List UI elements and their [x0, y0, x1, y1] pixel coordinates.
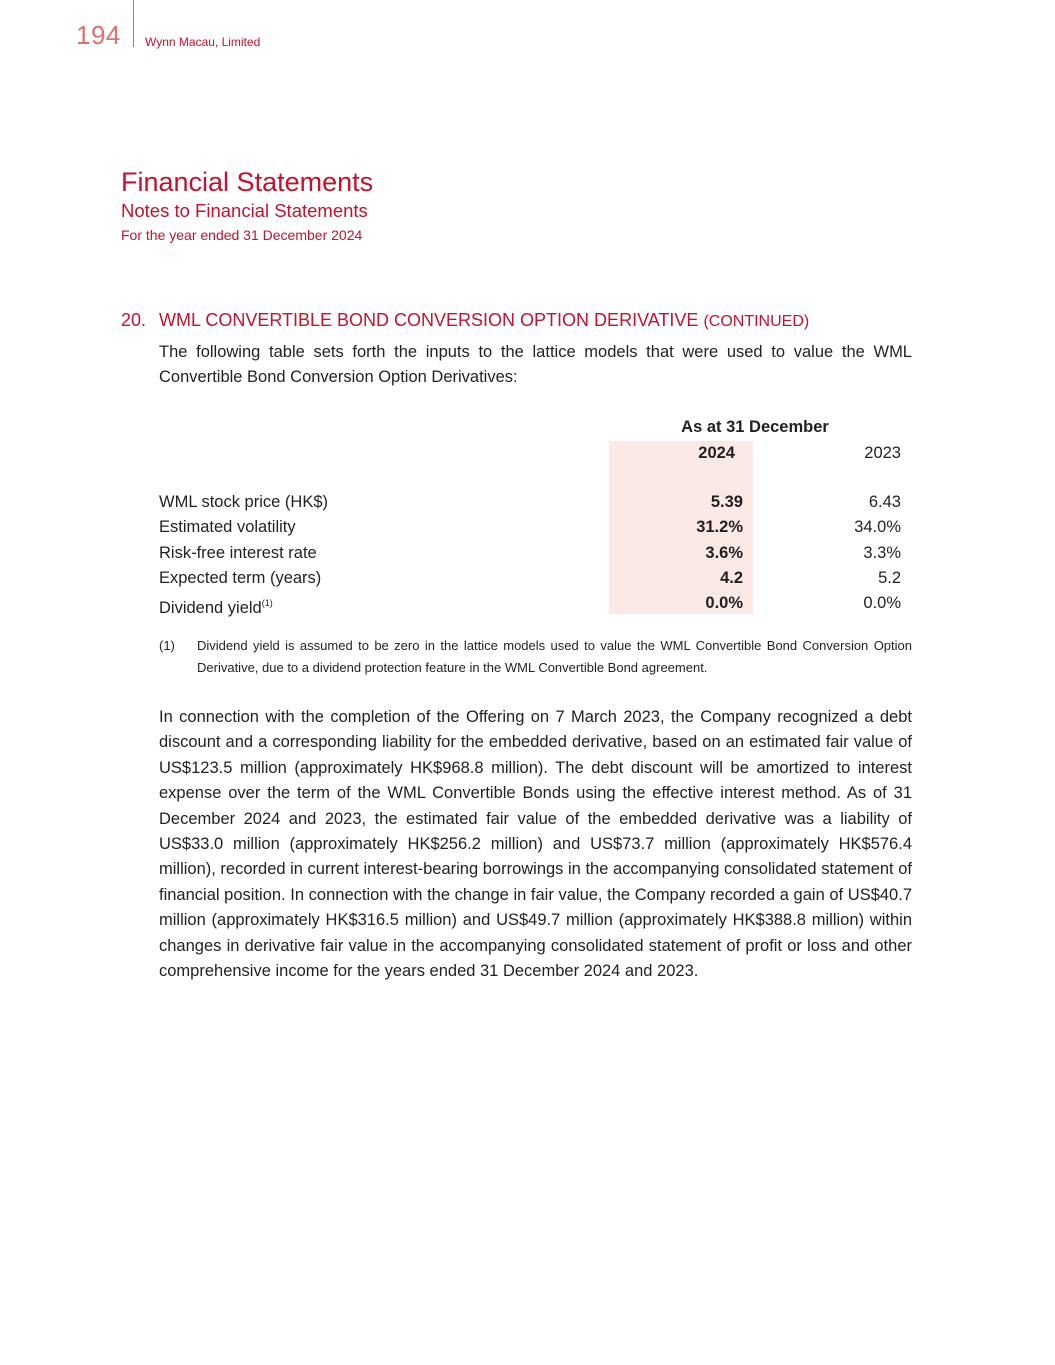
- body-paragraph: In connection with the completion of the Offering on 7 March 2023, the Company recognized a debt discount and a corresponding liability for the embedded derivative, based on an estimated fair value of US$123.5 million (approximately HK$968.8 million). The debt discount will be amortized to interest expense over the term of the WML Convertible Bonds using the effective interest method. As of 31 December 2024 and 2023, the estimated fair value of the embedded derivative was a liability of US$33.0 million (approximately HK$256.2 million) and US$73.7 million (approximately HK$576.4 million), recorded in current interest-bearing borrowings in the accompanying consolidated statement of financial position. In connection with the change in fair value, the Company recorded a gain of US$40.7 million (approximately HK$316.5 million) and US$49.7 million (approximately HK$388.8 million) within changes in derivative fair value in the accompanying consolidated statement of profit or loss and other comprehensive income for the years ended 31 December 2024 and 2023.: [159, 708, 912, 981]
- reporting-period: For the year ended 31 December 2024: [121, 227, 363, 243]
- value-2024: 0.0%: [705, 594, 743, 613]
- row-label: Estimated volatility: [159, 518, 296, 537]
- row-label: WML stock price (HK$): [159, 493, 328, 511]
- section-continued: (CONTINUED): [703, 313, 810, 330]
- footnote-number: (1): [159, 638, 175, 653]
- row-label: Expected term (years): [159, 568, 322, 587]
- page-title: Financial Statements: [121, 167, 374, 197]
- row-label: Risk-free interest rate: [159, 543, 317, 562]
- value-2023: 6.43: [868, 493, 901, 511]
- column-header-2023: 2023: [864, 444, 901, 462]
- header-divider: [133, 0, 134, 47]
- table-row: [159, 566, 901, 591]
- row-label: [159, 591, 273, 621]
- value-2023: 0.0%: [863, 594, 901, 613]
- value-2023: 3.3%: [863, 543, 901, 562]
- value-2024: 31.2%: [696, 518, 743, 537]
- section-title: WML CONVERTIBLE BOND CONVERSION OPTION DERIVATIVE: [159, 310, 699, 330]
- value-2023: 34.0%: [854, 518, 901, 537]
- inputs-table: [159, 490, 901, 616]
- value-2024: 5.39: [710, 493, 743, 511]
- table-row: [159, 515, 901, 540]
- table-row: [159, 490, 901, 515]
- footnote: [159, 635, 912, 679]
- title-block: [121, 166, 373, 245]
- value-2024: 4.2: [720, 568, 743, 587]
- table-row: [159, 591, 901, 616]
- footnote-text: Dividend yield is assumed to be zero in the lattice models used to value the WML Convertible Bond Conversion Option Derivative, due to a dividend protection feature in the WML Convertible Bond agreement.: [197, 638, 912, 675]
- value-2023: 5.2: [878, 568, 901, 587]
- value-2024: 3.6%: [705, 543, 743, 562]
- column-header-2024: 2024: [698, 444, 735, 462]
- table-group-header: As at 31 December: [681, 418, 829, 436]
- table-row: [159, 541, 901, 566]
- row-label-text: Dividend yield: [159, 599, 262, 618]
- company-name: Wynn Macau, Limited: [145, 35, 261, 49]
- section-number: 20.: [121, 310, 147, 330]
- page-number: 194: [76, 20, 121, 50]
- page-subtitle: Notes to Financial Statements: [121, 200, 368, 221]
- intro-paragraph: The following table sets forth the inputs to the lattice models that were used to value the WML Convertible Bond Conversion Option Derivatives:: [159, 343, 912, 387]
- section-heading: [121, 310, 809, 331]
- footnote-marker: (1): [261, 598, 273, 609]
